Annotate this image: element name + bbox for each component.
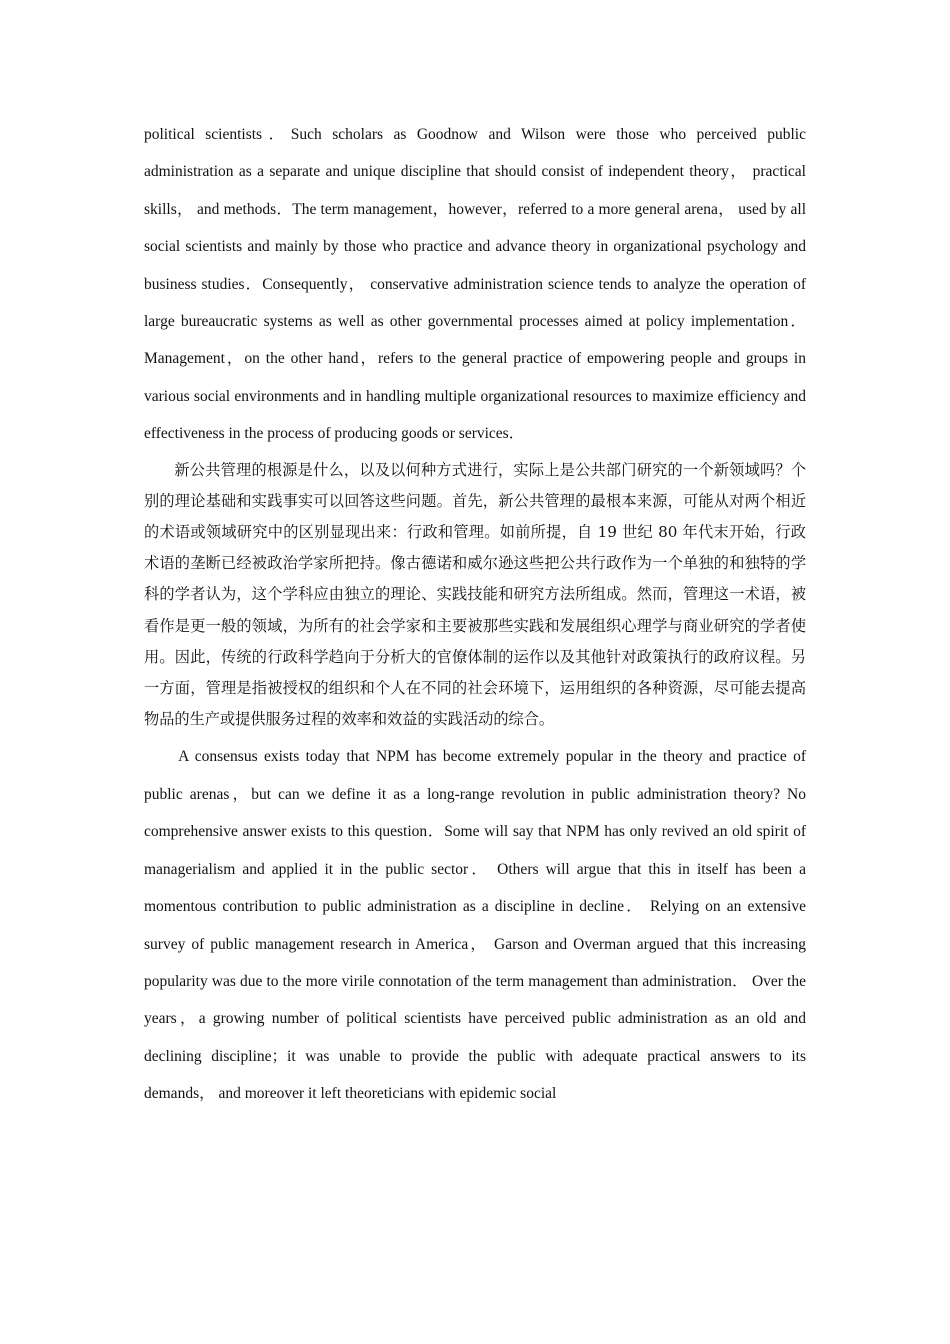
paragraph-chinese-translation: 新公共管理的根源是什么，以及以何种方式进行，实际上是公共部门研究的一个新领域吗？个别的理论基础和实践事实可以回答这些问题。首先，新公共管理的最根本来源，可能从对两个相近的术语或领域研究中的区别显现出来：行政和管理。如前所提，自 19 世纪 80 年代末开始，行政术语的垄断已经被政治学家所把持。像古德诺和威尔逊这些把公共行政作为一个单独的和独特的学科的学者认为，这个学科应由独立的理论、实践技能和研究方法所组成。然而，管理这一术语，被看作是更一般的领域，为所有的社会学家和主要被那些实践和发展组织心理学与商业研究的学者使用。因此，传统的行政科学趋向于分析大的官僚体制的运作以及其他针对政策执行的政府议程。另一方面，管理是指被授权的组织和个人在不同的社会环境下，运用组织的各种资源，尽可能去提高物品的生产或提供服务过程的效率和效益的实践活动的综合。 xyxy=(144,460,806,729)
paragraph-english-2: A consensus exists today that NPM has become extremely popular in the theory and practice of public arenas，but can we define it as a long-range revolution in public administration theory? No comprehensive answer exists to this question．Some will say that NPM has only revived an old spirit of managerialism and applied it in the public sector． Others will argue that this in itself has been a momentous contribution to public administration as a discipline in decline． Relying on an extensive survey of public management research in America， Garson and Overman argued that this increasing popularity was due to the more virile connotation of the term management than administration． Over the years，a growing number of political scientists have perceived public administration as an old and declining discipline；it was unable to provide the public with adequate practical answers to its demands， and moreover it left theoreticians with epidemic social xyxy=(144,748,806,1103)
body-text xyxy=(144,116,806,1113)
paragraph-english-1: political scientists．Such scholars as Goodnow and Wilson were those who perceived public administration as a separate and unique discipline that should consist of independent theory， practical skills， and methods．The term management，however，referred to a more general arena， used by all social scientists and mainly by those who practice and advance theory in organizational psychology and business studies．Consequently， conservative administration science tends to analyze the operation of large bureaucratic systems as well as other governmental processes aimed at policy implementation．Management，on the other hand，refers to the general practice of empowering people and groups in various social environments and in handling multiple organizational resources to maximize efficiency and effectiveness in the process of producing goods or services． xyxy=(144,126,806,443)
